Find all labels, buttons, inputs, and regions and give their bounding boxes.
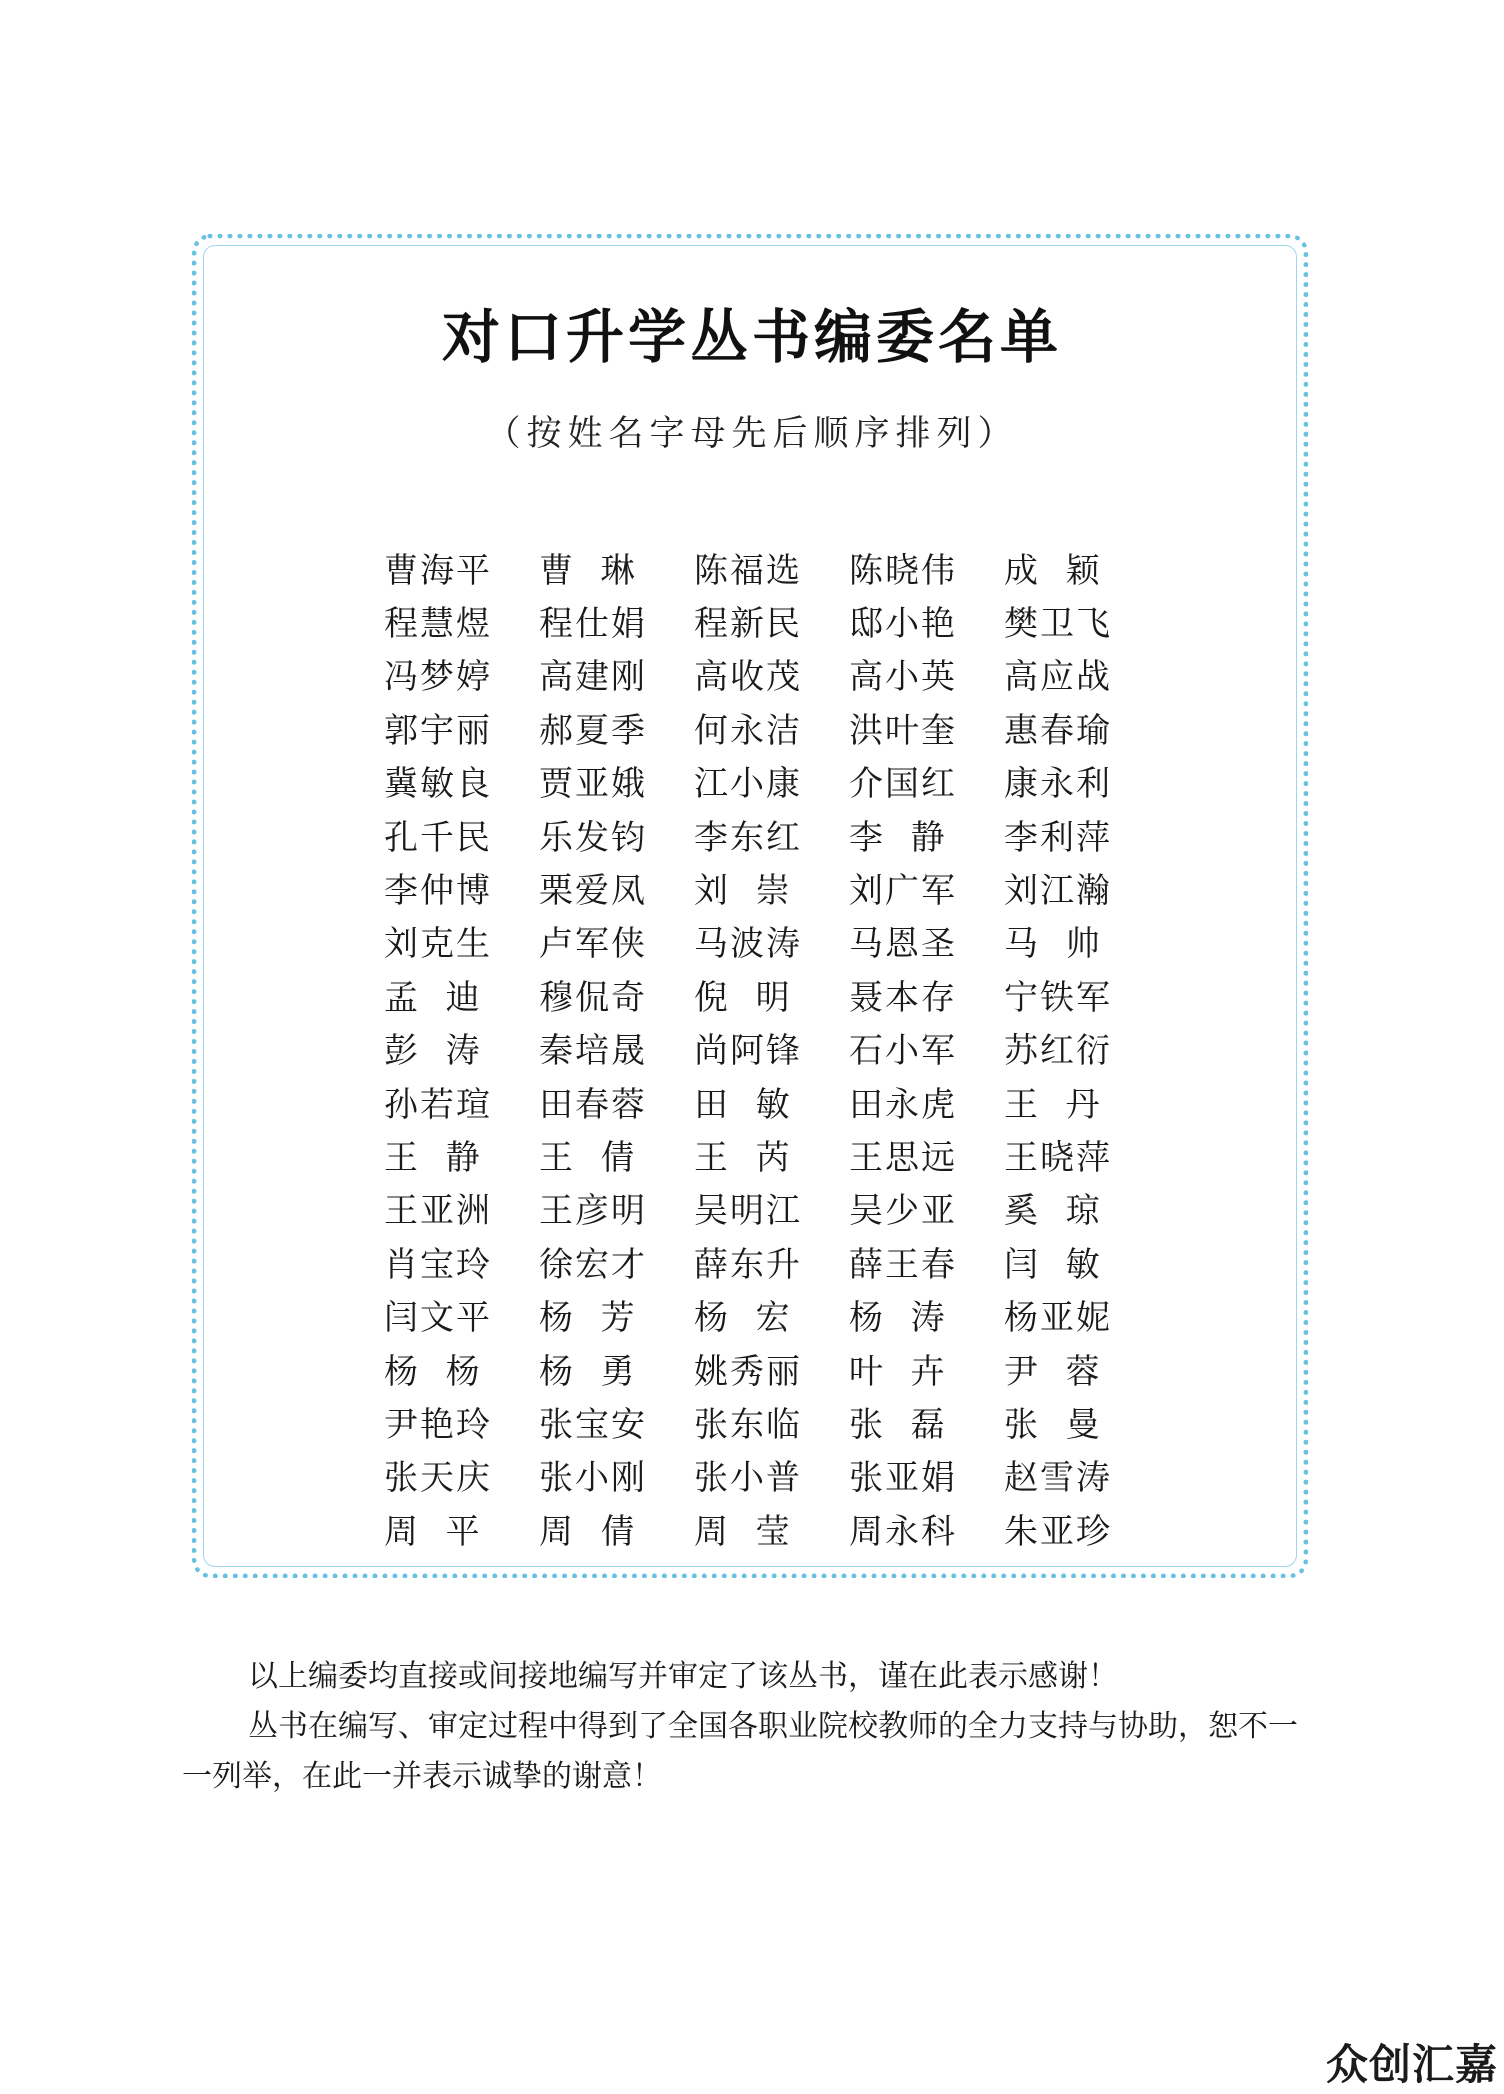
board-member-name: 刘 崇 <box>694 871 792 912</box>
board-member-name: 孔千民 <box>384 817 492 858</box>
board-member-name: 吴明江 <box>694 1191 802 1232</box>
board-member-name: 叶 卉 <box>849 1351 947 1392</box>
board-member-name: 樊卫飞 <box>1004 604 1112 645</box>
board-member-name: 李利萍 <box>1004 817 1112 858</box>
board-member-name: 卢军侠 <box>539 924 647 965</box>
board-member-name: 邸小艳 <box>849 604 957 645</box>
board-member-name: 王 倩 <box>539 1137 637 1178</box>
board-member-name: 栗爱凤 <box>539 871 647 912</box>
acknowledgement-note <box>182 1652 1322 1802</box>
board-member-name: 姚秀丽 <box>694 1351 802 1392</box>
board-member-name: 江小康 <box>694 764 802 805</box>
board-member-name: 惠春瑜 <box>1004 710 1112 751</box>
board-member-name: 何永洁 <box>694 710 802 751</box>
board-member-name: 高建刚 <box>539 657 647 698</box>
board-member-name: 王思远 <box>849 1137 957 1178</box>
board-member-name: 杨 涛 <box>849 1298 947 1339</box>
board-member-name: 冀敏良 <box>384 764 492 805</box>
board-member-name: 徐宏才 <box>539 1244 647 1285</box>
board-member-name: 王 静 <box>384 1137 482 1178</box>
board-member-name: 朱亚珍 <box>1004 1511 1112 1552</box>
acknowledgement-paragraph-2: 丛书在编写、审定过程中得到了全国各职业院校教师的全力支持与协助，恕不一一列举，在此一并表示诚挚的谢意！ <box>182 1709 1298 1794</box>
board-member-name: 闫文平 <box>384 1298 492 1339</box>
board-member-name: 王亚洲 <box>384 1191 492 1232</box>
board-member-name: 张 磊 <box>849 1404 947 1445</box>
board-member-name: 郭宇丽 <box>384 710 492 751</box>
board-member-name: 程慧煜 <box>384 604 492 645</box>
board-member-name: 孙若瑄 <box>384 1084 492 1125</box>
board-member-name: 贾亚娥 <box>539 764 647 805</box>
board-member-name: 彭 涛 <box>384 1031 482 1072</box>
board-member-name: 马恩圣 <box>849 924 957 965</box>
board-member-name: 薛东升 <box>694 1244 802 1285</box>
board-member-name: 马 帅 <box>1004 924 1102 965</box>
board-member-name: 穆侃奇 <box>539 977 647 1018</box>
board-member-name: 杨 芳 <box>539 1298 637 1339</box>
board-member-name: 赵雪涛 <box>1004 1458 1112 1499</box>
board-member-name: 尚阿锋 <box>694 1031 802 1072</box>
board-member-name: 张小普 <box>694 1458 802 1499</box>
board-member-name: 闫 敏 <box>1004 1244 1102 1285</box>
board-member-name: 高小英 <box>849 657 957 698</box>
board-member-name: 王 芮 <box>694 1137 792 1178</box>
board-member-name: 薛王春 <box>849 1244 957 1285</box>
board-member-name: 程新民 <box>694 604 802 645</box>
board-member-name: 王 丹 <box>1004 1084 1102 1125</box>
board-member-name: 李东红 <box>694 817 802 858</box>
board-member-name: 聂本存 <box>849 977 957 1018</box>
board-member-name: 高应战 <box>1004 657 1112 698</box>
board-member-name: 杨 杨 <box>384 1351 482 1392</box>
watermark-logo-text: 众创汇嘉 <box>1325 2040 1498 2089</box>
board-member-name: 康永利 <box>1004 764 1112 805</box>
board-member-name: 张天庆 <box>384 1458 492 1499</box>
board-member-name: 肖宝玲 <box>384 1244 492 1285</box>
board-member-name: 曹 琳 <box>539 550 637 591</box>
board-member-name: 田春蓉 <box>539 1084 647 1125</box>
board-member-name: 奚 琼 <box>1004 1191 1102 1232</box>
board-member-name: 李仲博 <box>384 871 492 912</box>
board-member-name: 周 莹 <box>694 1511 792 1552</box>
board-member-name: 尹艳玲 <box>384 1404 492 1445</box>
board-member-name: 杨 勇 <box>539 1351 637 1392</box>
board-member-name: 成 颖 <box>1004 550 1102 591</box>
board-member-name: 刘江瀚 <box>1004 871 1112 912</box>
board-member-name: 张小刚 <box>539 1458 647 1499</box>
board-member-name: 苏红衍 <box>1004 1031 1112 1072</box>
board-member-name: 乐发钧 <box>539 817 647 858</box>
board-member-name: 周永科 <box>849 1511 957 1552</box>
board-member-name: 秦培晟 <box>539 1031 647 1072</box>
board-member-name: 马波涛 <box>694 924 802 965</box>
board-member-name: 张亚娟 <box>849 1458 957 1499</box>
editorial-board-name-list <box>384 544 1144 1558</box>
board-member-name: 尹 蓉 <box>1004 1351 1102 1392</box>
board-member-name: 张 曼 <box>1004 1404 1102 1445</box>
board-member-name: 介国红 <box>849 764 957 805</box>
board-member-name: 郝夏季 <box>539 710 647 751</box>
board-member-name: 张宝安 <box>539 1404 647 1445</box>
acknowledgement-paragraph-1: 以上编委均直接或间接地编写并审定了该丛书，谨在此表示感谢！ <box>248 1659 1118 1694</box>
board-member-name: 李 静 <box>849 817 947 858</box>
board-member-name: 周 倩 <box>539 1511 637 1552</box>
board-member-name: 陈晓伟 <box>849 550 957 591</box>
board-member-name: 周 平 <box>384 1511 482 1552</box>
board-member-name: 刘广军 <box>849 871 957 912</box>
page-subtitle: （按姓名字母先后顺序排列） <box>485 414 1019 454</box>
board-member-name: 曹海平 <box>384 550 492 591</box>
board-member-name: 王彦明 <box>539 1191 647 1232</box>
board-member-name: 陈福选 <box>694 550 802 591</box>
board-member-name: 冯梦婷 <box>384 657 492 698</box>
board-member-name: 王晓萍 <box>1004 1137 1112 1178</box>
board-member-name: 田 敏 <box>694 1084 792 1125</box>
board-member-name: 孟 迪 <box>384 977 482 1018</box>
board-member-name: 吴少亚 <box>849 1191 957 1232</box>
board-member-name: 杨亚妮 <box>1004 1298 1112 1339</box>
board-member-name: 石小军 <box>849 1031 957 1072</box>
page-title: 对口升学丛书编委名单 <box>441 303 1062 371</box>
board-member-name: 刘克生 <box>384 924 492 965</box>
board-member-name: 洪叶奎 <box>849 710 957 751</box>
board-member-name: 杨 宏 <box>694 1298 792 1339</box>
board-member-name: 高收茂 <box>694 657 802 698</box>
board-member-name: 田永虎 <box>849 1084 957 1125</box>
board-member-name: 倪 明 <box>694 977 792 1018</box>
board-member-name: 程仕娟 <box>539 604 647 645</box>
board-member-name: 宁铁军 <box>1004 977 1112 1018</box>
board-member-name: 张东临 <box>694 1404 802 1445</box>
